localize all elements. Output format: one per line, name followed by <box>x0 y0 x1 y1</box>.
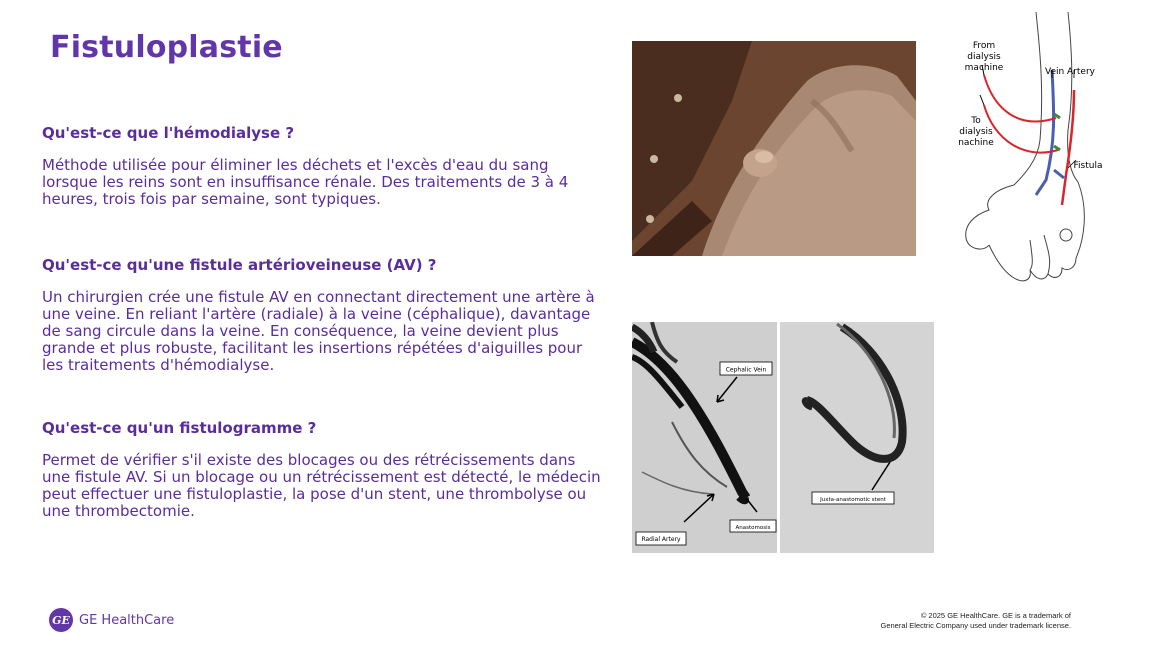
section-av-fistula <box>42 256 602 374</box>
from-label: machine <box>964 63 1004 73</box>
section-heading: Qu'est-ce que l'hémodialyse ? <box>42 124 295 142</box>
footer-line: General Electric Company used under trademark license. <box>880 621 1071 630</box>
section-body: Méthode utilisée pour éliminer les déchets et l'excès d'eau du sang lorsque les reins sont en insuffisance rénale. Des traitements de 3 à 4 heures, trois fois par semaine, sont typiques. <box>42 156 569 208</box>
vein-artery-label: Vein Artery <box>1044 67 1096 77</box>
page-title: Fistuloplastie <box>50 30 283 65</box>
cephalic-vein-label: Cephalic Vein <box>725 366 767 374</box>
to-label: To <box>971 116 981 126</box>
logo-wordmark: GE HealthCare <box>79 612 175 628</box>
to-label: nachine <box>958 138 994 148</box>
from-label: dialysis <box>967 52 1001 62</box>
footer-line: © 2025 GE HealthCare. GE is a trademark of <box>920 611 1071 620</box>
from-label: From <box>972 41 996 51</box>
section-body: Un chirurgien crée une fistule AV en connectant directement une artère à une veine. En reliant l'artère (radiale) à la veine (céphalique), davantage de sang circule dans la veine. En conséquence, la veine devient plus grande et plus robuste, facilitant les insertions répétées d'aiguilles pour les traitements d'hémodialyse. <box>42 288 595 374</box>
anastomosis-label: Anastomosis <box>735 525 771 531</box>
stent-label: Juxta-anastomotic stent <box>820 497 886 503</box>
fistula-label: Fistula <box>1073 161 1103 171</box>
section-heading: Qu'est-ce qu'une fistule artérioveineuse (AV) ? <box>42 256 437 274</box>
copyright-footer <box>880 611 1071 631</box>
section-fistulogram <box>42 419 602 520</box>
ge-healthcare-logo <box>49 608 174 632</box>
section-body: Permet de vérifier s'il existe des blocages ou des rétrécissements dans une fistule AV. Si un blocage ou un rétrécissement est détecté, le médecin peut effectuer une fistuloplastie, la pose d'un stent, une thrombolyse ou une thrombectomie. <box>42 451 601 520</box>
section-heading: Qu'est-ce qu'un fistulogramme ? <box>42 419 317 437</box>
ge-monogram-icon: GE <box>49 608 73 632</box>
fistula-diagram <box>944 10 1114 290</box>
section-hemodialysis <box>42 124 602 208</box>
to-label: dialysis <box>959 127 993 137</box>
radial-artery-label: Radial Artery <box>641 536 681 543</box>
fistulogram-xray <box>632 322 934 553</box>
arm-fistula-photo <box>632 41 916 256</box>
